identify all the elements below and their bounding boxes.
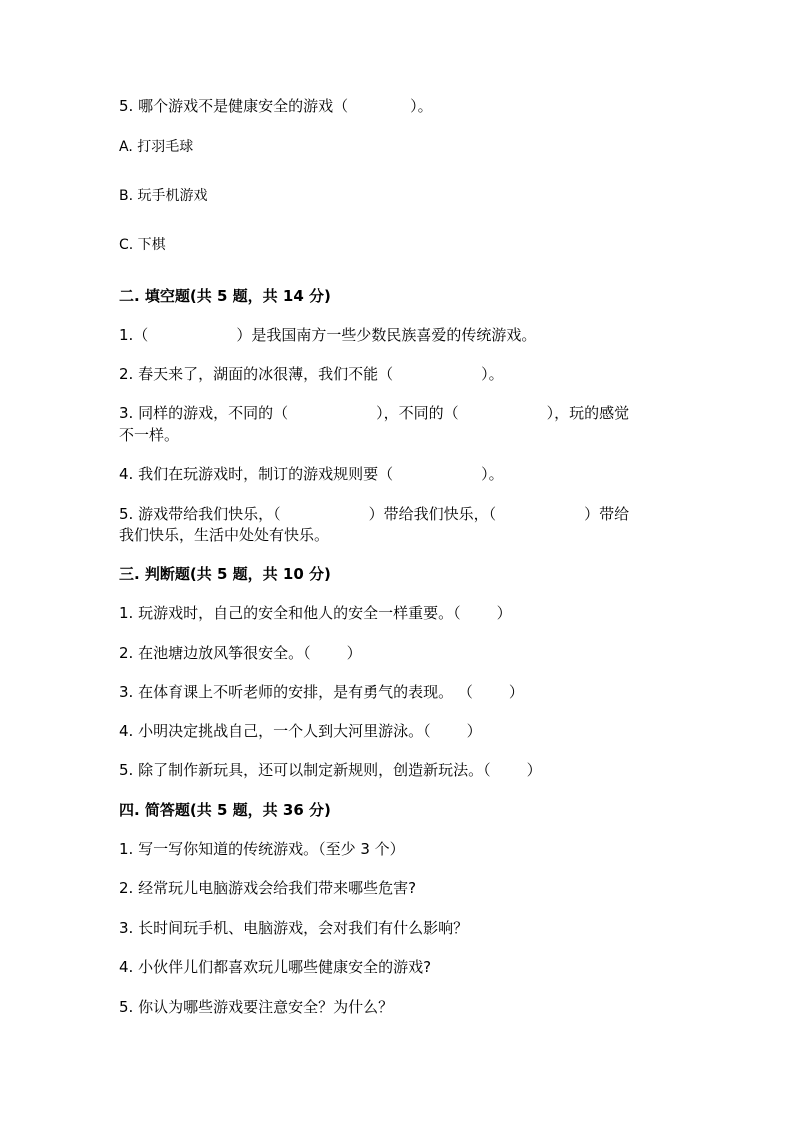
- judge-question-4: [119, 721, 482, 741]
- question-text: 3. 同样的游戏，不同的（: [119, 404, 289, 422]
- fill-question-2: [119, 364, 504, 384]
- fill-question-1: [119, 325, 536, 345]
- question-text: ）是我国南方一些少数民族喜爱的传统游戏。: [236, 326, 537, 344]
- question-text: 2. 在池塘边放风筝很安全。（: [119, 644, 311, 662]
- short-question-4: 4. 小伙伴儿们都喜欢玩儿哪些健康安全的游戏?: [119, 958, 432, 976]
- judge-question-3: [119, 682, 524, 702]
- question-text: ）带给我们快乐，（: [368, 505, 497, 523]
- option-c[interactable]: C. 下棋: [119, 237, 166, 253]
- short-question-1: 1. 写一写你知道的传统游戏。（至少 3 个）: [119, 840, 405, 858]
- short-question-2: 2. 经常玩儿电脑游戏会给我们带来哪些危害?: [119, 879, 417, 897]
- question-close: ）: [526, 761, 542, 779]
- question-close: ）: [496, 604, 512, 622]
- question-stem: 5. 哪个游戏不是健康安全的游戏（: [119, 97, 349, 115]
- question-text: 3. 在体育课上不听老师的安排，是有勇气的表现。 （: [119, 683, 473, 701]
- question-text: 1. 玩游戏时，自己的安全和他人的安全一样重要。（: [119, 604, 461, 622]
- question-text: ）。: [481, 365, 504, 383]
- option-a[interactable]: A. 打羽毛球: [119, 139, 194, 155]
- question-close: ）: [508, 683, 524, 701]
- short-question-3: 3. 长时间玩手机、电脑游戏，会对我们有什么影响？: [119, 919, 469, 937]
- section-header-fill: 二. 填空题(共 5 题，共 14 分): [119, 287, 331, 305]
- section-header-short: 四. 简答题(共 5 题，共 36 分): [119, 801, 331, 819]
- question-text: ）带给: [584, 505, 630, 523]
- judge-question-1: [119, 603, 512, 623]
- section-header-judge: 三. 判断题(共 5 题，共 10 分): [119, 565, 331, 583]
- fill-question-5-continued: 我们快乐，生活中处处有快乐。: [119, 526, 330, 544]
- question-text: 5. 游戏带给我们快乐，（: [119, 505, 281, 523]
- question-text: ），不同的（: [376, 404, 459, 422]
- judge-question-2: [119, 643, 362, 663]
- fill-question-3: [119, 403, 629, 423]
- question-text: 5. 除了制作新玩具，还可以制定新规则，创造新玩法。（: [119, 761, 491, 779]
- question-close: ）: [346, 644, 362, 662]
- option-b[interactable]: B. 玩手机游戏: [119, 188, 208, 204]
- fill-question-4: [119, 464, 504, 484]
- short-question-5: 5. 你认为哪些游戏要注意安全？为什么？: [119, 998, 394, 1016]
- judge-question-5: [119, 760, 542, 780]
- choice-question-5: [119, 96, 433, 116]
- question-text: 4. 小明决定挑战自己，一个人到大河里游泳。（: [119, 722, 431, 740]
- question-close: ）。: [410, 97, 433, 115]
- fill-question-3-continued: 不一样。: [119, 426, 180, 444]
- question-text: ），玩的感觉: [546, 404, 630, 422]
- question-text: 4. 我们在玩游戏时，制订的游戏规则要（: [119, 465, 394, 483]
- fill-question-5: [119, 504, 629, 524]
- question-text: 1.（: [119, 326, 149, 344]
- question-close: ）: [466, 722, 482, 740]
- question-text: 2. 春天来了，湖面的冰很薄，我们不能（: [119, 365, 394, 383]
- question-text: ）。: [481, 465, 504, 483]
